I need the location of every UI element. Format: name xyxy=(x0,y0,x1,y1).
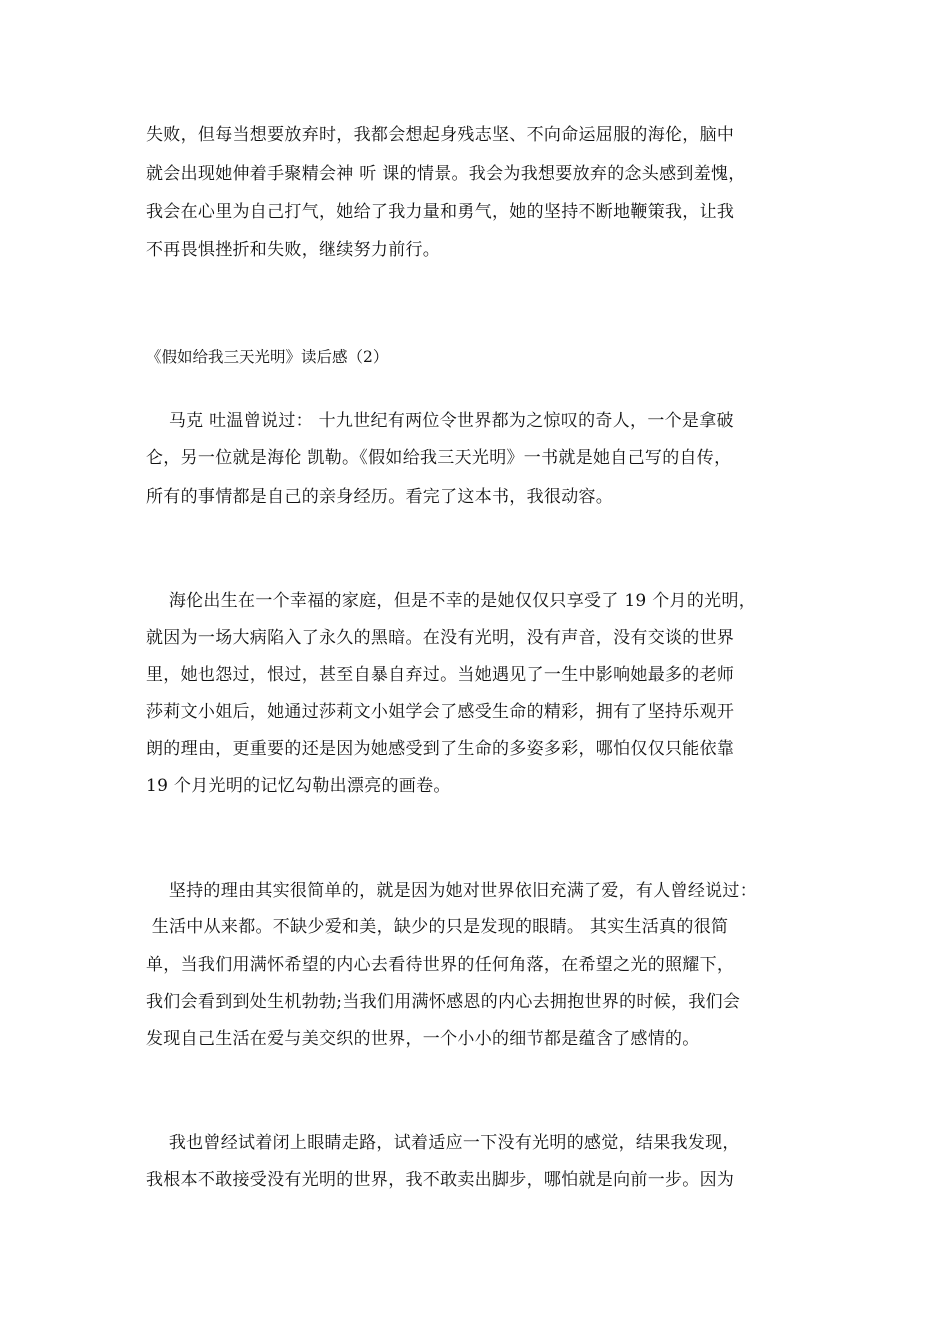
para3-line-3: 里，她也怨过，恨过，甚至自暴自弃过。当她遇见了一生中影响她最多的老师 xyxy=(146,665,735,685)
para4-line-5: 发现自己生活在爱与美交织的世界，一个小小的细节都是蕴含了感情的。 xyxy=(146,1029,700,1049)
para4-line-1: 坚持的理由其实很简单的，就是因为她对世界依旧充满了爱，有人曾经说过： xyxy=(146,881,758,901)
para1-line-2: 就会出现她伸着手聚精会神 听 课的情景。我会为我想要放弃的念头感到羞愧， xyxy=(146,164,746,184)
para3-line-5: 朗的理由，更重要的还是因为她感受到了生命的多姿多彩，哪怕仅仅只能依靠 xyxy=(146,739,735,759)
section-title: 《假如给我三天光明》读后感（2） xyxy=(146,348,389,366)
para2-line-3: 所有的事情都是自己的亲身经历。看完了这本书，我很动容。 xyxy=(146,487,614,507)
para5-line-1: 我也曾经试着闭上眼睛走路，试着适应一下没有光明的感觉，结果我发现， xyxy=(146,1133,740,1153)
para3-line-4: 莎莉文小姐后，她通过莎莉文小姐学会了感受生命的精彩，拥有了坚持乐观开 xyxy=(146,702,735,722)
para3-line-6: 19 个月光明的记忆勾勒出漂亮的画卷。 xyxy=(146,776,451,796)
para3-line-1: 海伦出生在一个幸福的家庭，但是不幸的是她仅仅只享受了 19 个月的光明， xyxy=(146,591,757,611)
para4-line-3: 单，当我们用满怀希望的内心去看待世界的任何角落，在希望之光的照耀下， xyxy=(146,955,735,975)
para1-line-1: 失败，但每当想要放弃时，我都会想起身残志坚、不向命运屈服的海伦，脑中 xyxy=(146,125,735,145)
para1-line-4: 不再畏惧挫折和失败，继续努力前行。 xyxy=(146,240,441,260)
para5-line-2: 我根本不敢接受没有光明的世界，我不敢卖出脚步，哪怕就是向前一步。因为 xyxy=(146,1170,735,1190)
para1-line-3: 我会在心里为自己打气，她给了我力量和勇气，她的坚持不断地鞭策我，让我 xyxy=(146,202,735,222)
para4-line-4: 我们会看到到处生机勃勃;当我们用满怀感恩的内心去拥抱世界的时候，我们会 xyxy=(146,992,741,1012)
para4-line-2: 生活中从来都。不缺少爱和美，缺少的只是发现的眼睛。 其实生活真的很简 xyxy=(146,917,729,937)
para3-line-2: 就因为一场大病陷入了永久的黑暗。在没有光明，没有声音，没有交谈的世界 xyxy=(146,628,735,648)
para2-line-2: 仑，另一位就是海伦 凯勒。《假如给我三天光明》一书就是她自己写的自传， xyxy=(146,448,732,468)
para2-line-1: 马克 吐温曾说过： 十九世纪有两位令世界都为之惊叹的奇人，一个是拿破 xyxy=(146,411,734,431)
